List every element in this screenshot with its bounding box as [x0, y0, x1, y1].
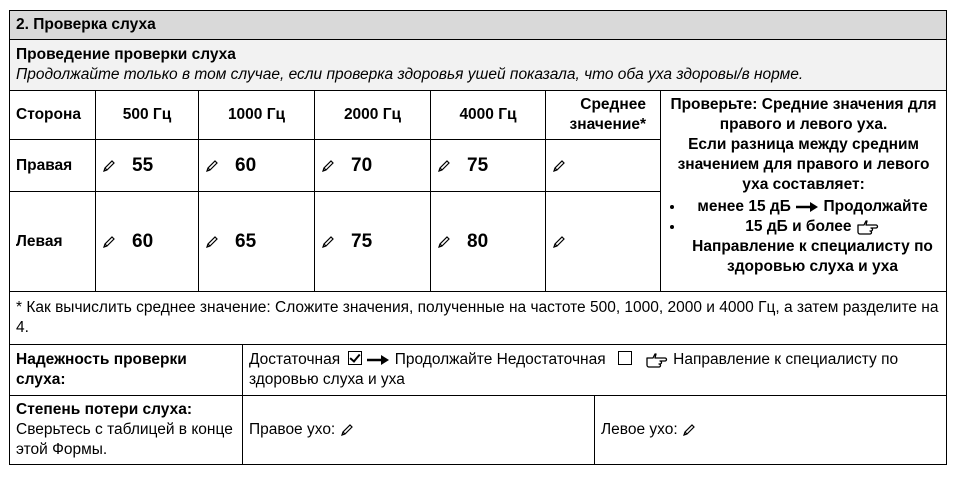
check-text: Если разница между средним значением для правого и левого уха составляет:: [677, 136, 930, 193]
pencil-icon: [205, 159, 219, 173]
pencil-icon: [321, 159, 335, 173]
col-header-side: Сторона: [10, 91, 96, 140]
footnote-text: * Как вычислить среднее значение: Сложите значения, полученные на частоте 500, 1000, 2000 и 4000 Гц, а затем разделите на 4.: [10, 292, 947, 345]
cell-right-500[interactable]: 55: [96, 140, 199, 192]
check-lead-text: Средние значения для правого и левого уха.: [719, 96, 937, 133]
section-header: [10, 11, 947, 40]
cell-right-1000[interactable]: 60: [199, 140, 315, 192]
cell-left-1000[interactable]: 65: [199, 192, 315, 292]
degree-left-ear[interactable]: Левое ухо:: [595, 396, 947, 465]
cell-right-average[interactable]: [546, 140, 661, 192]
subsection-title: Проведение проверки слуха: [16, 46, 236, 63]
cell-right-4000[interactable]: 75: [431, 140, 546, 192]
row-label-left: Левая: [10, 192, 96, 292]
degree-right-ear[interactable]: Правое ухо:: [243, 396, 595, 465]
reliability-row: [10, 345, 947, 396]
subsection-header: [10, 40, 947, 91]
cell-left-4000[interactable]: 80: [431, 192, 546, 292]
check-item-more: • 15 дБ и более Направление к специалисту по здоровью слуха и уха: [685, 217, 940, 277]
pencil-icon: [102, 159, 116, 173]
pencil-icon: [102, 235, 116, 249]
check-item-less: • менее 15 дБ Продолжайте: [685, 197, 940, 217]
cell-left-2000[interactable]: 75: [315, 192, 431, 292]
arrow-right-icon: [795, 201, 819, 213]
row-label-right: Правая: [10, 140, 96, 192]
checkbox-sufficient[interactable]: [348, 351, 362, 365]
pencil-icon: [321, 235, 335, 249]
col-header-1000: 1000 Гц: [199, 91, 315, 140]
col-header-4000: 4000 Гц: [431, 91, 546, 140]
option-sufficient-result: Продолжайте: [394, 351, 493, 368]
option-insufficient-result: Направление к специалисту по здоровью слуха и уха: [249, 351, 899, 388]
pointing-hand-icon: [645, 351, 669, 369]
pencil-icon: [340, 423, 354, 437]
col-header-average: Среднее значение*: [546, 91, 661, 140]
check-lead-bold: Проверьте:: [670, 96, 758, 113]
degree-hint: Сверьтесь с таблицей в конце этой Формы.: [16, 421, 233, 458]
pencil-icon: [552, 159, 566, 173]
section-title: 2. Проверка слуха: [10, 11, 947, 40]
pencil-icon: [437, 235, 451, 249]
reliability-options: [243, 345, 947, 396]
cell-left-average[interactable]: [546, 192, 661, 292]
reliability-label: Надежность проверки слуха:: [10, 345, 243, 396]
subsection-note: Продолжайте только в том случае, если проверка здоровья ушей показала, что оба уха здоровы/в норме.: [16, 66, 804, 83]
degree-label: Степень потери слуха:: [16, 401, 193, 418]
hearing-check-form: [9, 10, 946, 465]
degree-row: [10, 396, 947, 465]
arrow-right-icon: [366, 354, 390, 366]
option-insufficient-label: Недостаточная: [496, 351, 606, 368]
hearing-table: [9, 10, 947, 345]
table-header-row: [10, 91, 947, 140]
option-sufficient-label: Достаточная: [249, 351, 341, 368]
degree-label-cell: [10, 396, 243, 465]
pencil-icon: [552, 235, 566, 249]
pencil-icon: [437, 159, 451, 173]
cell-right-2000[interactable]: 70: [315, 140, 431, 192]
pointing-hand-icon: [856, 218, 880, 236]
col-header-500: 500 Гц: [96, 91, 199, 140]
pencil-icon: [682, 423, 696, 437]
check-instructions: [661, 91, 947, 292]
footnote-row: [10, 292, 947, 345]
pencil-icon: [205, 235, 219, 249]
cell-left-500[interactable]: 60: [96, 192, 199, 292]
assessment-table: [9, 344, 947, 465]
checkbox-insufficient[interactable]: [618, 351, 632, 365]
col-header-2000: 2000 Гц: [315, 91, 431, 140]
